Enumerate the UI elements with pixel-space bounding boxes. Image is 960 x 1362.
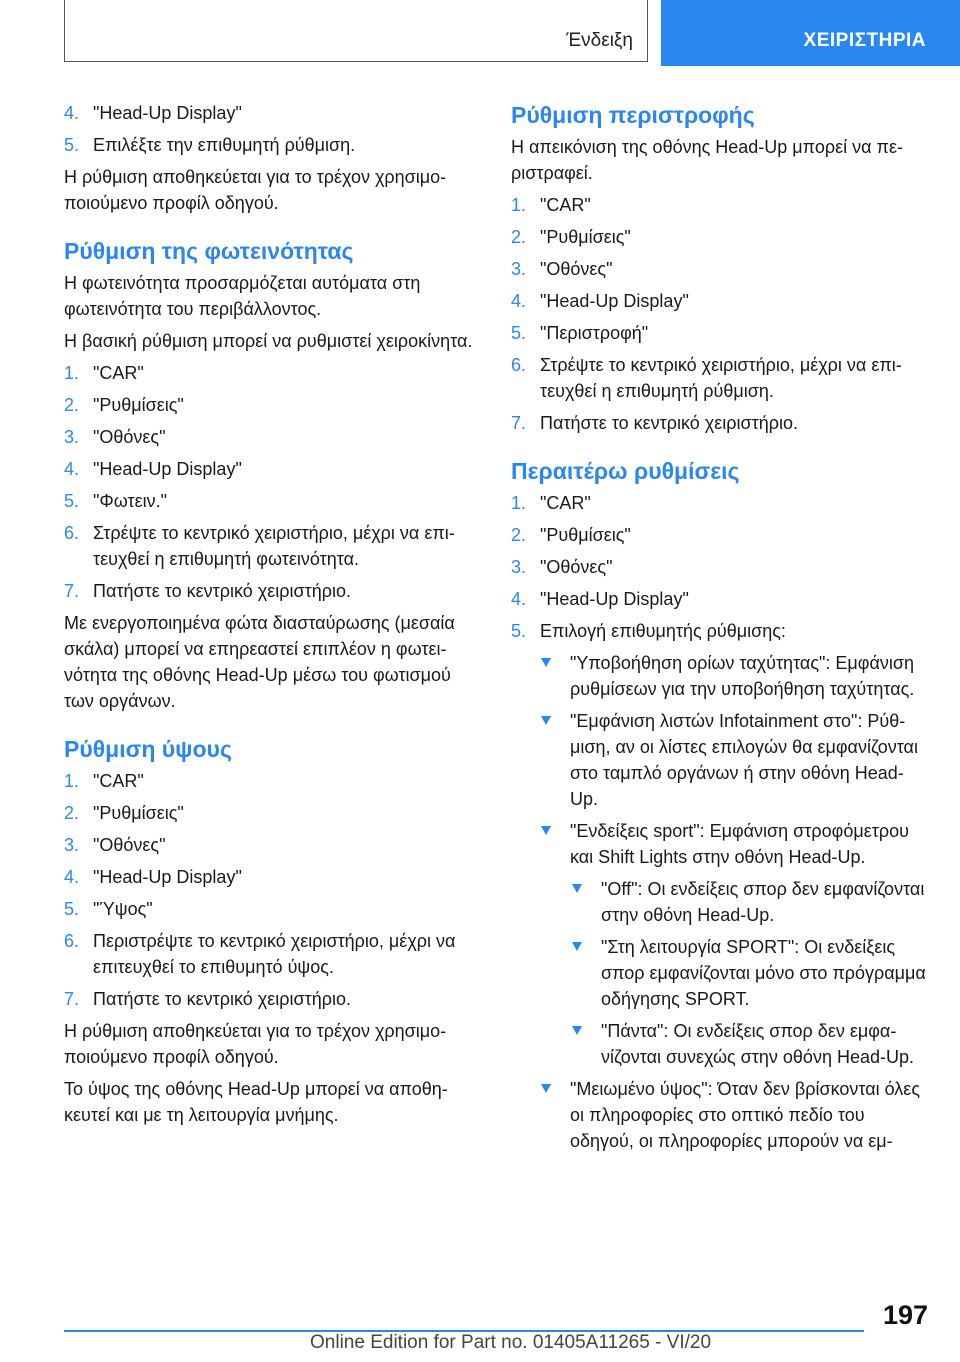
step-text: Στρέψτε το κεντρικό χειριστήριο, μέχρι να επιτευχθεί η επιθυμητή φωτεινότητα. [93,523,455,569]
triangle-bullet-icon [541,1084,551,1093]
bullet-text: "Στη λειτουργία SPORT": Οι ενδείξεις σπορ εμφανίζονται μόνο στο πρόγραμμα οδήγησης SPORT. [601,937,926,1009]
sub-bullet-item [511,1018,931,1070]
step-text: "Οθόνες" [93,427,166,447]
section-heading-more-settings: Περαιτέρω ρυθμίσεις [511,458,740,484]
step-number: 4. [511,589,527,609]
page-header [64,0,960,66]
step-text: "Head-Up Display" [93,459,242,479]
step-text: Επιλέξτε την επιθυμητή ρύθμιση. [93,135,356,155]
step-text: Πατήστε το κεντρικό χειριστήριο. [540,413,798,433]
chapter-tab [661,0,960,66]
bullet-item [511,1076,931,1154]
step-text: "Ρυθμίσεις" [93,803,184,823]
bullet-text: "Ενδείξεις sport": Εμφάνιση στροφόμετρου και Shift Lights στην οθόνη Head-Up. [570,821,909,867]
paragraph: Η φωτεινότητα προσαρμόζεται αυτόματα στη φωτεινότητα του περιβάλλοντος. [64,273,421,319]
footer-edition: Online Edition for Part no. 01405A11265 - VI/20 [310,1332,712,1353]
bullet-text: "Εμφάνιση λιστών Infotainment στο": Ρύθμιση, αν οι λίστες επιλογών θα εμφανίζονται στο ταμπλό οργάνων ή στην οθόνη Head-Up. [570,711,918,809]
triangle-bullet-icon [541,826,551,835]
section-heading-brightness: Ρύθμιση της φωτεινότητας [64,238,354,264]
paragraph: Η ρύθμιση αποθηκεύεται για το τρέχον χρησιμοποιούμενο προφίλ οδηγού. [64,1021,447,1067]
step-number: 7. [511,413,527,433]
step-number: 1. [64,771,80,791]
bullet-item [511,650,931,702]
step-number: 2. [64,803,80,823]
step-number: 6. [64,523,80,543]
bullet-text: "Off": Οι ενδείξεις σπορ δεν εμφανίζονται στην οθόνη Head-Up. [601,879,925,925]
step-number: 5. [64,135,80,155]
chapter-label: ΧΕΙΡΙΣΤΗΡΙΑ [803,30,926,51]
triangle-bullet-icon [572,884,582,893]
step-number: 6. [511,355,527,375]
step-number: 5. [64,899,80,919]
list-item [511,256,931,282]
step-number: 2. [64,395,80,415]
step-number: 1. [511,195,527,215]
list-item [511,522,931,548]
step-text: Στρέψτε το κεντρικό χειριστήριο, μέχρι να επιτευχθεί η επιθυμητή ρύθμιση. [540,355,902,401]
list-item [64,132,484,158]
list-item [511,224,931,250]
section-heading-rotation: Ρύθμιση περιστροφής [511,102,755,128]
list-item [511,288,931,314]
paragraph: Η βασική ρύθμιση μπορεί να ρυθμιστεί χειροκίνητα. [64,331,473,351]
list-item [64,986,484,1012]
section-heading-height: Ρύθμιση ύψους [64,736,232,762]
list-item [64,864,484,890]
list-item [64,520,484,572]
list-item [511,490,931,516]
step-text: Περιστρέψτε το κεντρικό χειριστήριο, μέχρι να επιτευχθεί το επιθυμητό ύψος. [93,931,456,977]
step-number: 3. [64,835,80,855]
step-text: "Ρυθμίσεις" [540,227,631,247]
sub-bullet-item [511,934,931,1012]
step-number: 3. [511,557,527,577]
list-item [64,896,484,922]
list-item [64,800,484,826]
step-text: "CAR" [540,493,591,513]
section-label: Ένδειξη [566,30,633,51]
list-item [64,456,484,482]
list-item [511,352,931,404]
list-item [64,928,484,980]
step-text: "CAR" [540,195,591,215]
bullet-item [511,708,931,812]
list-item [511,618,931,644]
step-number: 1. [511,493,527,513]
step-number: 1. [64,363,80,383]
step-number: 4. [511,291,527,311]
bullet-text: "Μειωμένο ύψος": Όταν δεν βρίσκονται όλες οι πληροφορίες στο οπτικό πεδίο του οδηγού, οι πληροφορίες μπορούν να εμ- [570,1079,920,1151]
step-text: "Οθόνες" [540,557,613,577]
step-text: Επιλογή επιθυμητής ρύθμισης: [540,621,786,641]
list-item [64,768,484,794]
step-text: Πατήστε το κεντρικό χειριστήριο. [93,581,351,601]
paragraph: Η απεικόνιση της οθόνης Head-Up μπορεί να περιστραφεί. [511,137,903,183]
list-item [511,554,931,580]
list-item [511,410,931,436]
list-item [511,192,931,218]
step-number: 6. [64,931,80,951]
triangle-bullet-icon [541,716,551,725]
step-text: "CAR" [93,771,144,791]
step-text: "Head-Up Display" [93,867,242,887]
sub-bullet-item [511,876,931,928]
step-number: 5. [64,491,80,511]
section-tab [64,0,648,62]
step-text: "Περιστροφή" [540,323,649,343]
step-number: 7. [64,989,80,1009]
list-item [64,578,484,604]
step-number: 4. [64,867,80,887]
step-text: "Head-Up Display" [540,291,689,311]
step-text: "Ρυθμίσεις" [93,395,184,415]
right-column [511,100,931,1160]
step-number: 5. [511,323,527,343]
page-number: 197 [882,1300,928,1330]
step-number: 7. [64,581,80,601]
list-item [64,424,484,450]
step-number: 3. [64,427,80,447]
step-text: "Head-Up Display" [540,589,689,609]
left-column [64,100,484,1134]
step-text: "Head-Up Display" [93,103,242,123]
paragraph: Το ύψος της οθόνης Head-Up μπορεί να αποθηκευτεί και με τη λειτουργία μνήμης. [64,1079,448,1125]
step-number: 4. [64,103,80,123]
list-item [64,832,484,858]
step-text: "Οθόνες" [93,835,166,855]
list-item [64,392,484,418]
step-text: "Οθόνες" [540,259,613,279]
triangle-bullet-icon [572,1026,582,1035]
list-item [511,586,931,612]
list-item [64,360,484,386]
list-item [511,320,931,346]
bullet-item [511,818,931,870]
step-text: "Ρυθμίσεις" [540,525,631,545]
triangle-bullet-icon [572,942,582,951]
list-item [64,100,484,126]
paragraph: Η ρύθμιση αποθηκεύεται για το τρέχον χρησιμοποιούμενο προφίλ οδηγού. [64,167,447,213]
step-text: Πατήστε το κεντρικό χειριστήριο. [93,989,351,1009]
bullet-text: "Πάντα": Οι ενδείξεις σπορ δεν εμφανίζονται συνεχώς στην οθόνη Head-Up. [601,1021,914,1067]
step-text: "CAR" [93,363,144,383]
list-item [64,488,484,514]
triangle-bullet-icon [541,658,551,667]
step-number: 2. [511,525,527,545]
step-number: 3. [511,259,527,279]
step-number: 4. [64,459,80,479]
step-text: "Ύψος" [93,899,153,919]
paragraph: Με ενεργοποιημένα φώτα διασταύρωσης (μεσαία σκάλα) μπορεί να επηρεαστεί επιπλέον η φωτεινότητα της οθόνης Head-Up μέσω του φωτισμού των οργάνων. [64,613,455,711]
bullet-text: "Υποβοήθηση ορίων ταχύτητας": Εμφάνιση ρυθμίσεων για την υποβοήθηση ταχύτητας. [570,653,915,699]
step-number: 5. [511,621,527,641]
step-text: "Φωτειν." [93,491,168,511]
step-number: 2. [511,227,527,247]
